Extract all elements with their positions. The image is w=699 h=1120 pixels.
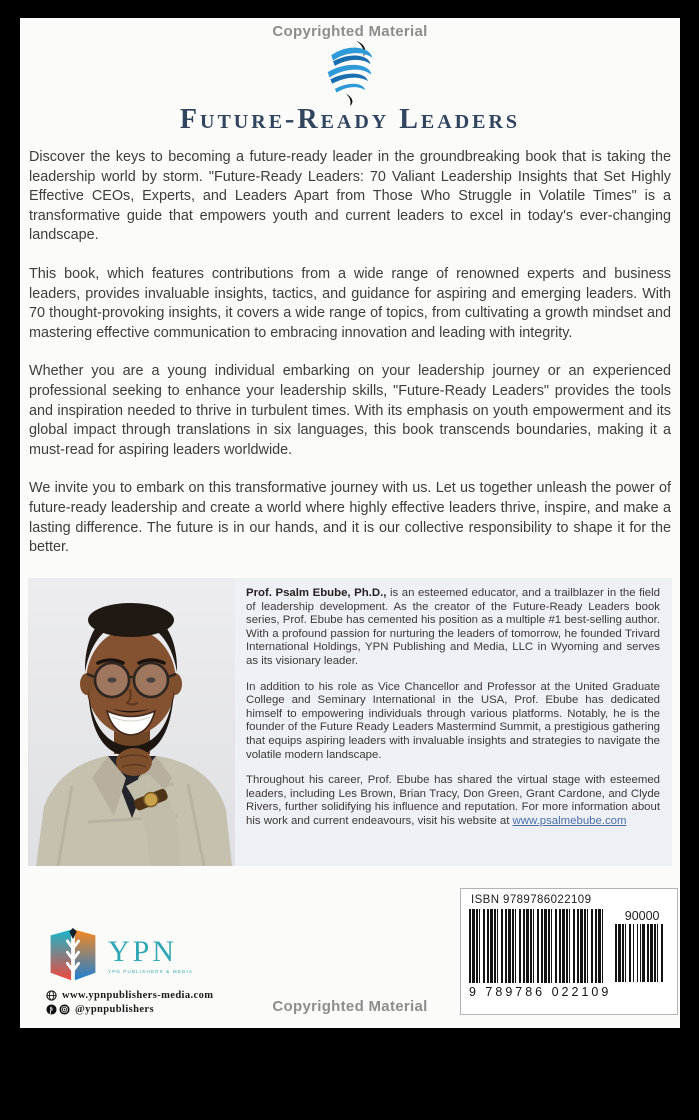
synopsis-paragraph: This book, which features contributions from a wide range of renowned experts and business leaders, provides invaluable insights, tactics, and guidance for aspiring and emerging leaders. With 70 thought-provoking insights, it covers a wide range of topics, from cultivating a growth mindset and mastering effective communication to embracing innovation and leading with integrity. (29, 265, 671, 341)
back-cover-page (20, 18, 680, 1028)
bio-career-text: Throughout his career, Prof. Ebube has shared the virtual stage with esteemed leaders, including Les Brown, Brian Tracy, Don Green, Grant Cardone, and Clyde Rivers, further solidifying his influence and reputation. For more information about his work and current endeavours, visit his website at (246, 774, 660, 827)
bio-paragraph-intro (246, 587, 660, 669)
bio-intro-rest: is an esteemed educator, and a trailblazer in the field of leadership development. As the creator of the Future-Ready Leaders book series, Prof. Ebube has cemented his position as a multiple #1 best-selling author. With a profound passion for nurturing the leaders of tomorrow, he founded Trivard International Holdings, YPN Publishing and Media, LLC in Wyoming and serves as its visionary leader. (246, 587, 660, 667)
publisher-tagline: YPN PUBLISHERS & MEDIA (108, 968, 194, 974)
publisher-name: YPN (108, 934, 178, 968)
publisher-wordmark (108, 934, 194, 974)
synopsis (29, 148, 671, 577)
author-name: Prof. Psalm Ebube, Ph.D., (246, 587, 387, 599)
author-bio-section (28, 578, 672, 866)
copyright-notice-top: Copyrighted Material (272, 23, 428, 40)
swirl-logo-icon (317, 40, 383, 106)
publisher-logo-block (45, 926, 193, 984)
bio-paragraph-role: In addition to his role as Vice Chancellor and Professor at the United Graduate College and Seminary International in the USA, Prof. Ebube has dedicated himself to empowering individuals through various platforms. Notably, he is the founder of the Future Ready Leaders Mastermind Summit, a prestigious gathering that equips aspiring leaders with invaluable insights and strategies to navigate the volatile modern landscape. (246, 680, 660, 761)
isbn-label: ISBN 9789786022109 (471, 894, 592, 906)
page-title: Future-Ready Leaders (179, 104, 521, 135)
author-website-link[interactable]: www.psalmebube.com (512, 814, 627, 827)
barcode-panel (460, 888, 678, 1015)
ean-barcode (469, 909, 603, 983)
synopsis-paragraph: We invite you to embark on this transformative journey with us. Let us together unleash the power of future-ready leadership and create a world where highly effective leaders thrive, inspire, and make a lasting difference. The future is in our hands, and it is our collective responsibility to shape it for the better. (29, 480, 671, 556)
author-bio-text (235, 578, 672, 866)
barcode-bars-row (469, 909, 669, 983)
synopsis-paragraph: Whether you are a young individual embarking on your leadership journey or an experienced professional seeking to enhance your leadership skills, "Future-Ready Leaders" provides the tools and inspiration needed to thrive in turbulent times. With its emphasis on youth empowerment and its global impact through translations in six languages, this book transcends boundaries, making it a must-read for aspiring leaders worldwide. (29, 363, 671, 458)
copyright-notice-bottom: Copyrighted Material (272, 998, 428, 1015)
addon-bars (615, 924, 669, 982)
author-photo (28, 578, 235, 866)
price-addon-barcode (615, 909, 669, 982)
ypn-logo-icon (45, 926, 101, 984)
price-code: 90000 (624, 909, 660, 923)
publisher-social-handle[interactable]: @ypnpublishers (75, 1004, 154, 1015)
bio-paragraph-career (246, 774, 660, 828)
publisher-website[interactable]: www.ypnpublishers-media.com (62, 990, 214, 1001)
isbn-digits: 9 789786 022109 (469, 985, 612, 999)
synopsis-paragraph: Discover the keys to becoming a future-ready leader in the groundbreaking book that is taking the leadership world by storm. "Future-Ready Leaders: 70 Valiant Leadership Insights that Set Highly Effective CEOs, Experts, and Leaders Apart from Those Who Struggle in Volatile Times" is a transformative guide that empowers youth and current leaders to excel in today's ever-changing landscape. (29, 149, 671, 244)
